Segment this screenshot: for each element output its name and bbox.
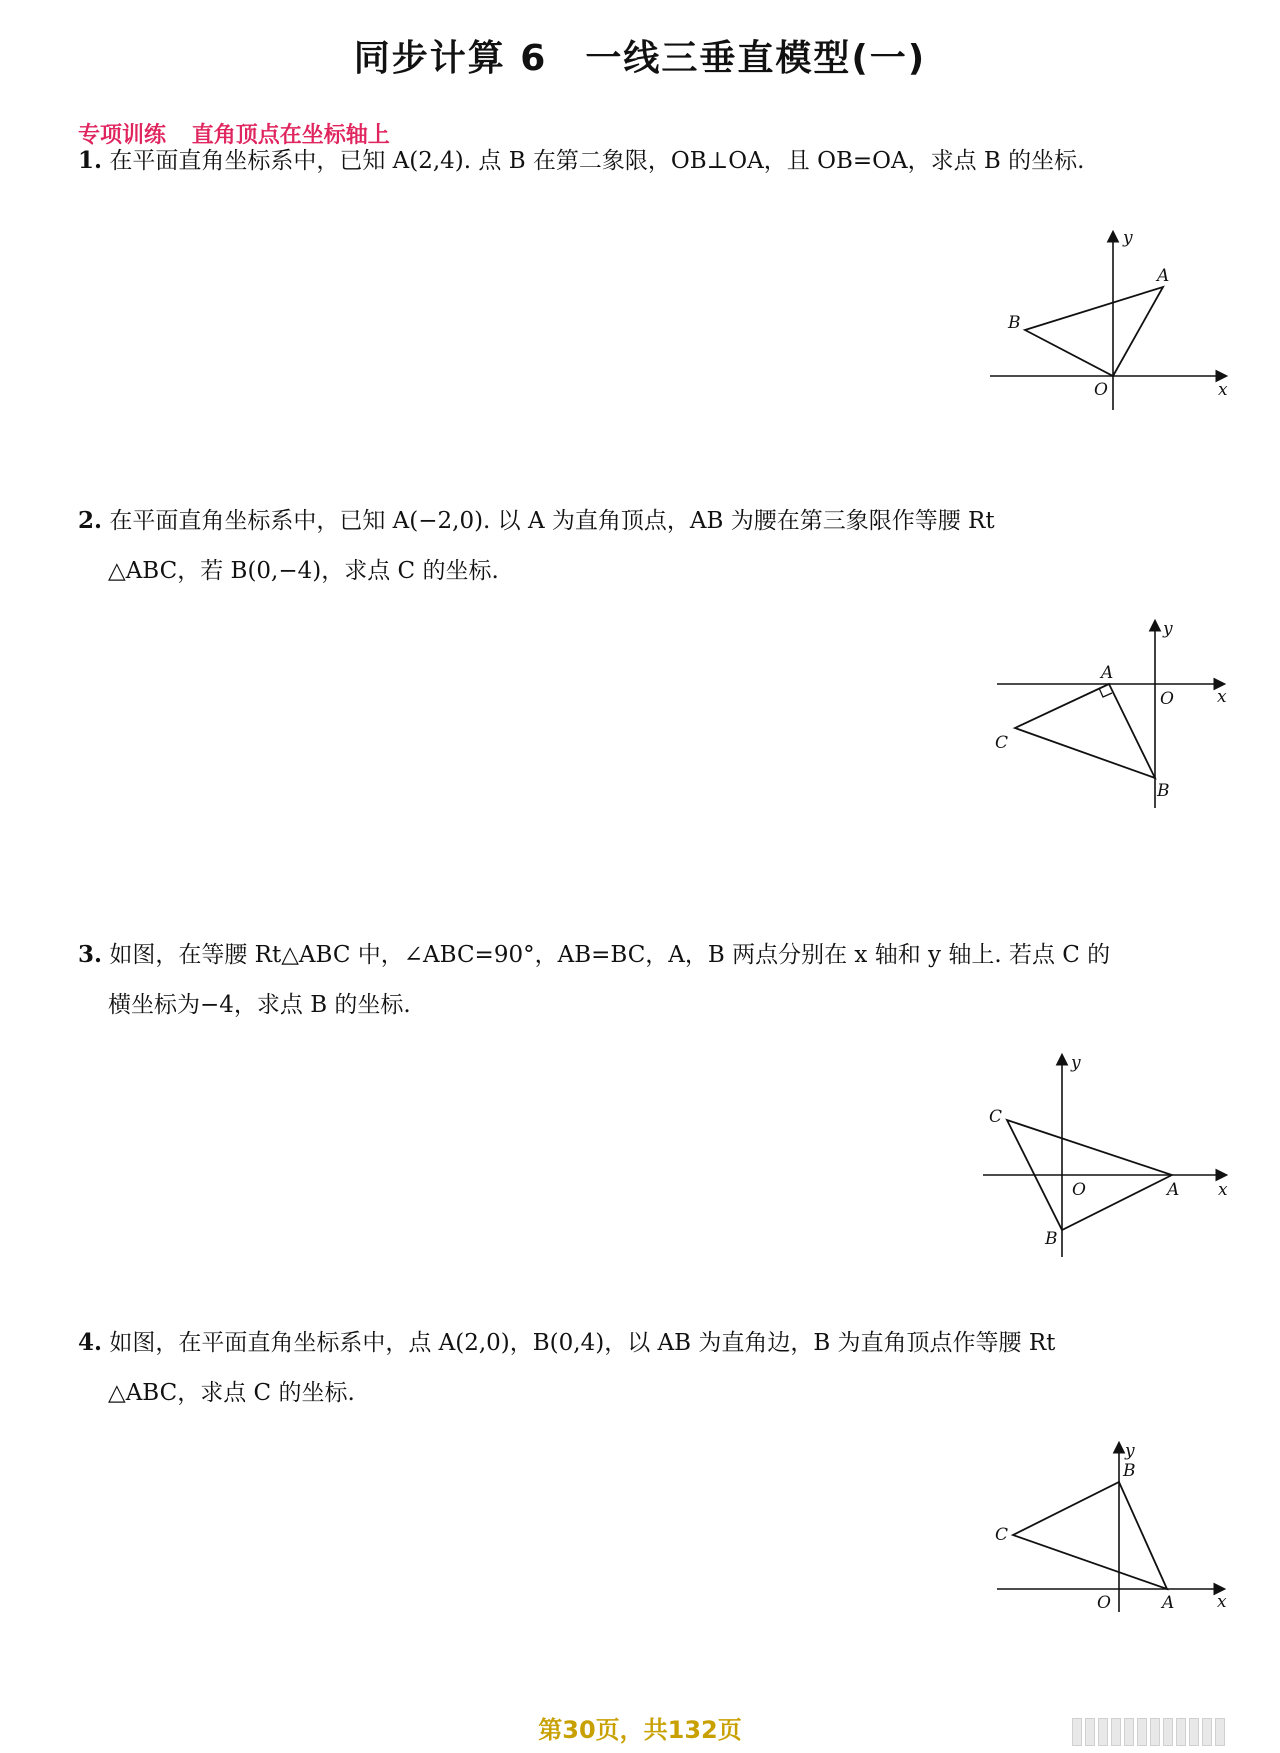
problem-text-line: 如图，在平面直角坐标系中，点 A(2,0)，B(0,4)，以 AB 为直角边，B 为直角顶点作等腰 Rt <box>109 1330 1056 1356</box>
problem-3 <box>78 930 1228 1030</box>
label-b: B <box>1123 1461 1136 1481</box>
figure-3 <box>975 1052 1245 1266</box>
figure-4 <box>985 1440 1240 1644</box>
problem-4 <box>78 1318 1228 1418</box>
label-b: B <box>1157 781 1170 801</box>
label-b: B <box>1008 313 1021 333</box>
label-y: y <box>1123 228 1133 248</box>
problem-text-line: △ABC，求点 C 的坐标. <box>108 1380 355 1406</box>
label-c: C <box>995 1525 1009 1545</box>
label-y: y <box>1125 1441 1135 1461</box>
scroll-indicator <box>1072 1718 1262 1744</box>
label-a: A <box>1162 1593 1175 1613</box>
label-c: C <box>995 733 1009 753</box>
problem-number: 3. <box>78 941 103 968</box>
section-topic: 直角顶点在坐标轴上 <box>191 123 390 148</box>
figure-2 <box>985 618 1240 822</box>
problem-text-line: △ABC，若 B(0,−4)，求点 C 的坐标. <box>108 558 499 584</box>
label-x: x <box>1217 687 1227 707</box>
triangle-abc <box>1015 684 1155 778</box>
label-a: A <box>1101 663 1114 683</box>
problem-1 <box>78 136 1228 186</box>
label-o: O <box>1072 1180 1086 1200</box>
problem-number: 1. <box>78 147 103 174</box>
triangle-oab <box>1025 287 1163 376</box>
label-b: B <box>1045 1229 1058 1249</box>
right-angle-mark <box>1099 688 1112 697</box>
page-title: 同步计算 6 一线三垂直模型(一) <box>353 38 927 79</box>
problem-text-line: 在平面直角坐标系中，已知 A(−2,0). 以 A 为直角顶点，AB 为腰在第三象限作等腰 Rt <box>109 508 995 534</box>
problem-text-line: 如图，在等腰 Rt△ABC 中，∠ABC=90°，AB=BC，A，B 两点分别在 x 轴和 y 轴上. 若点 C 的 <box>109 942 1111 968</box>
problem-number: 2. <box>78 507 103 534</box>
label-a: A <box>1157 266 1170 286</box>
page-footer: 第30页，共132页 <box>538 1716 742 1744</box>
section-label: 专项训练 <box>78 123 167 148</box>
label-o: O <box>1097 1593 1111 1613</box>
problem-number: 4. <box>78 1329 103 1356</box>
label-c: C <box>989 1107 1003 1127</box>
triangle-abc <box>1013 1482 1167 1589</box>
problem-text-line: 横坐标为−4，求点 B 的坐标. <box>108 992 411 1018</box>
label-a: A <box>1167 1180 1180 1200</box>
label-y: y <box>1163 619 1173 639</box>
label-o: O <box>1160 689 1174 709</box>
label-x: x <box>1218 380 1228 400</box>
label-o: O <box>1094 380 1108 400</box>
label-x: x <box>1218 1180 1228 1200</box>
figure-1 <box>980 225 1240 429</box>
label-x: x <box>1217 1592 1227 1612</box>
problem-text-line: 在平面直角坐标系中，已知 A(2,4). 点 B 在第二象限，OB⊥OA，且 OB=OA，求点 B 的坐标. <box>109 148 1085 174</box>
problem-2 <box>78 496 1228 596</box>
label-y: y <box>1071 1053 1081 1073</box>
